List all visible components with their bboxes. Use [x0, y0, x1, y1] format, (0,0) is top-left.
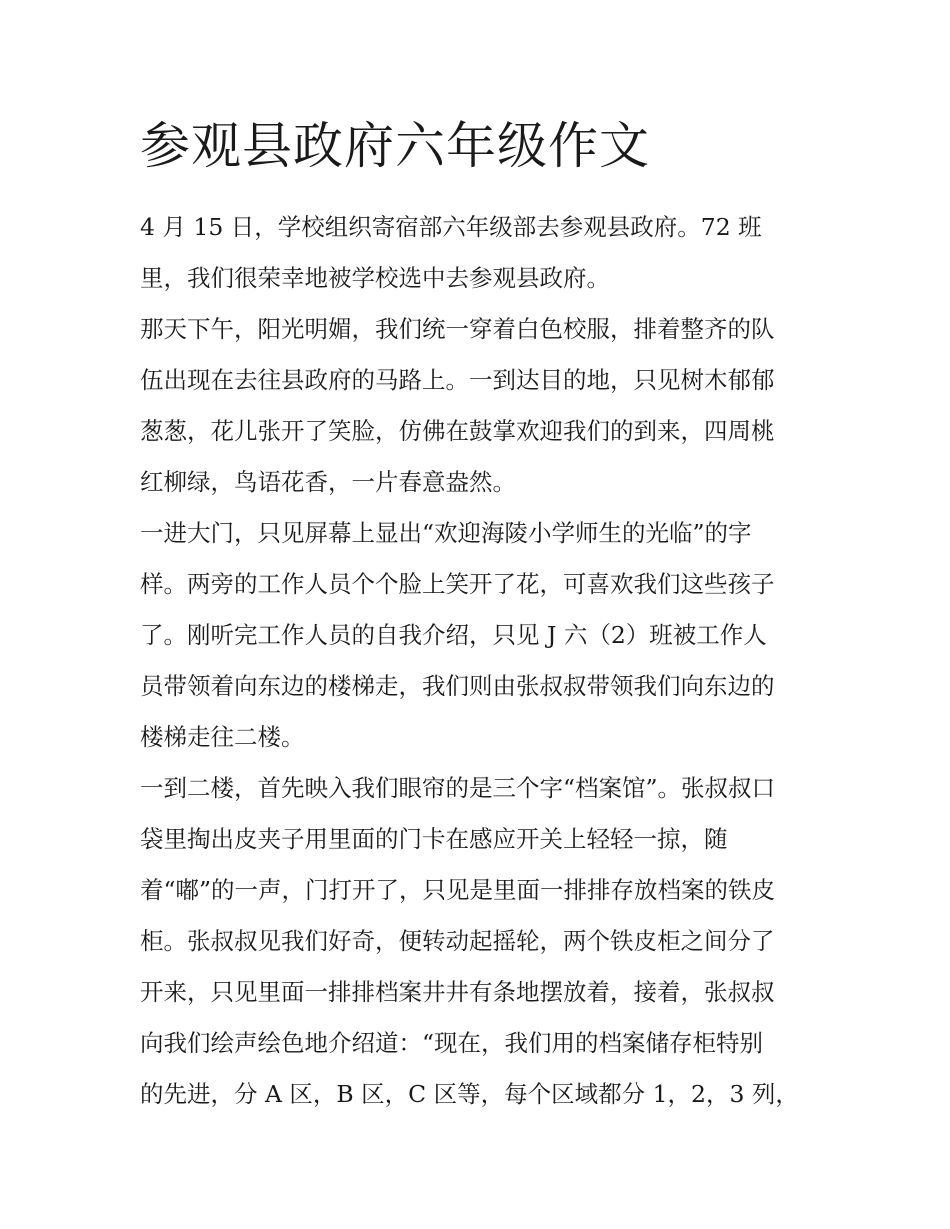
paragraph-4 — [140, 763, 820, 1120]
text-line: 了。刚听完工作人员的自我介绍，只见 J 六（2）班被工作人 — [140, 621, 767, 649]
paragraph-1 — [140, 202, 820, 304]
text-line: 红柳绿，鸟语花香，一片春意盎然。 — [140, 468, 516, 496]
text-line: 葱葱，花儿张开了笑脸，仿佛在鼓掌欢迎我们的到来，四周桃 — [140, 417, 775, 445]
text-line: 伍出现在去往县政府的马路上。一到达目的地，只见树木郁郁 — [140, 366, 775, 394]
paragraph-3 — [140, 508, 820, 763]
text-line: 着“嘟”的一声，门打开了，只见是里面一排排存放档案的铁皮 — [140, 876, 776, 904]
text-line: 那天下午，阳光明媚，我们统一穿着白色校服，排着整齐的队 — [140, 315, 775, 343]
text-line: 楼梯走往二楼。 — [140, 723, 305, 751]
paragraph-2 — [140, 304, 820, 508]
document-title: 参观县政府六年级作文 — [140, 117, 650, 175]
text-line: 一到二楼，首先映入我们眼帘的是三个字“档案馆”。张叔叔口 — [140, 774, 776, 802]
text-line: 的先进，分 A 区，B 区，C 区等，每个区域都分 1，2，3 列， — [140, 1080, 799, 1108]
document-page — [140, 110, 820, 1120]
text-line: 4 月 15 日，学校组织寄宿部六年级部去参观县政府。72 班 — [140, 213, 762, 241]
text-line: 开来，只见里面一排排档案井井有条地摆放着，接着，张叔叔 — [140, 978, 775, 1006]
text-line: 员带领着向东边的楼梯走，我们则由张叔叔带领我们向东边的 — [140, 672, 775, 700]
text-line: 一进大门，只见屏幕上显出“欢迎海陵小学师生的光临”的字 — [140, 519, 752, 547]
text-line: 里，我们很荣幸地被学校选中去参观县政府。 — [140, 264, 610, 292]
text-line: 样。两旁的工作人员个个脸上笑开了花，可喜欢我们这些孩子 — [140, 570, 775, 598]
text-line: 向我们绘声绘色地介绍道：“现在，我们用的档案储存柜特别 — [140, 1029, 764, 1057]
text-line: 柜。张叔叔见我们好奇，便转动起摇轮，两个铁皮柜之间分了 — [140, 927, 775, 955]
text-line: 袋里掏出皮夹子用里面的门卡在感应开关上轻轻一掠，随 — [140, 825, 728, 853]
